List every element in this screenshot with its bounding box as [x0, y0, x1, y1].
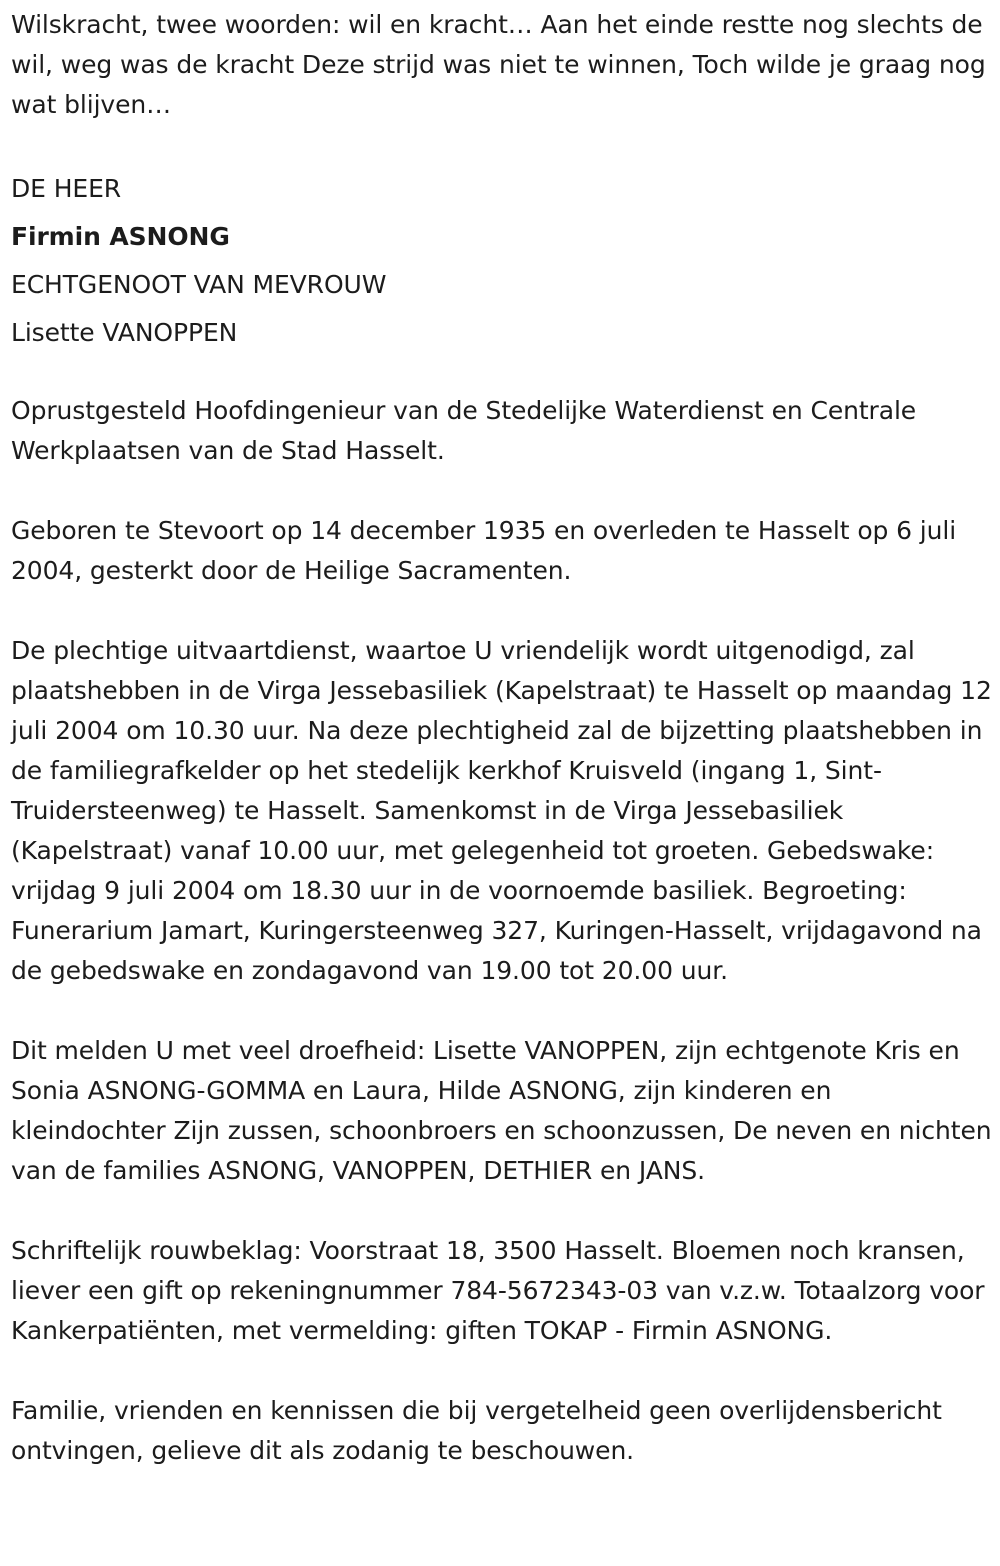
title-line: DE HEER [11, 174, 122, 203]
intro-poem: Wilskracht, twee woorden: wil en kracht… Aan het einde restte nog slechts de wil, weg was de kracht Deze strijd was niet te winnen, Toch wilde je graag nog wat blijven… [11, 10, 986, 119]
funeral-paragraph: De plechtige uitvaartdienst, waartoe U vriendelijk wordt uitgenodigd, zal plaatshebben in de Virga Jessebasiliek (Kapelstraat) te Hasselt op maandag 12 juli 2004 om 10.30 uur. Na deze plechtigheid zal de bijzetting plaatshebben in de familiegrafkelder op het stedelijk kerkhof Kruisveld (ingang 1, Sint-Truidersteenweg) te Hasselt. Samenkomst in de Virga Jessebasiliek (Kapelstraat) vanaf 10.00 uur, met gelegenheid tot groeten. Gebedswake: vrijdag 9 juli 2004 om 18.30 uur in de voornoemde basiliek. Begroeting: Funerarium Jamart, Kuringersteenweg 327, Kuringen-Hasselt, vrijdagavond na de gebedswake en zondagavond van 19.00 tot 20.00 uur. [11, 636, 992, 985]
deceased-name: Firmin ASNONG [11, 222, 230, 251]
spouse-name: Lisette VANOPPEN [11, 318, 238, 347]
spouse-label: ECHTGENOOT VAN MEVROUW [11, 270, 387, 299]
condolences-paragraph: Schriftelijk rouwbeklag: Voorstraat 18, 3500 Hasselt. Bloemen noch kransen, liever een gift op rekeningnummer 784-5672343-03 van v.z.w. Totaalzorg voor Kankerpatiënten, met vermelding: giften TOKAP - Firmin ASNONG. [11, 1236, 985, 1345]
family-paragraph: Dit melden U met veel droefheid: Lisette VANOPPEN, zijn echtgenote Kris en Sonia ASNONG-GOMMA en Laura, Hilde ASNONG, zijn kinderen en kleindochter Zijn zussen, schoonbroers en schoonzussen, De neven en nichten van de families ASNONG, VANOPPEN, DETHIER en JANS. [11, 1036, 992, 1185]
obituary-document [11, 0, 993, 1471]
closing-paragraph: Familie, vrienden en kennissen die bij vergetelheid geen overlijdensbericht ontvingen, gelieve dit als zodanig te beschouwen. [11, 1396, 942, 1465]
birth-death-paragraph: Geboren te Stevoort op 14 december 1935 en overleden te Hasselt op 6 juli 2004, gesterkt door de Heilige Sacramenten. [11, 516, 957, 585]
occupation-paragraph: Oprustgesteld Hoofdingenieur van de Stedelijke Waterdienst en Centrale Werkplaatsen van de Stad Hasselt. [11, 396, 917, 465]
